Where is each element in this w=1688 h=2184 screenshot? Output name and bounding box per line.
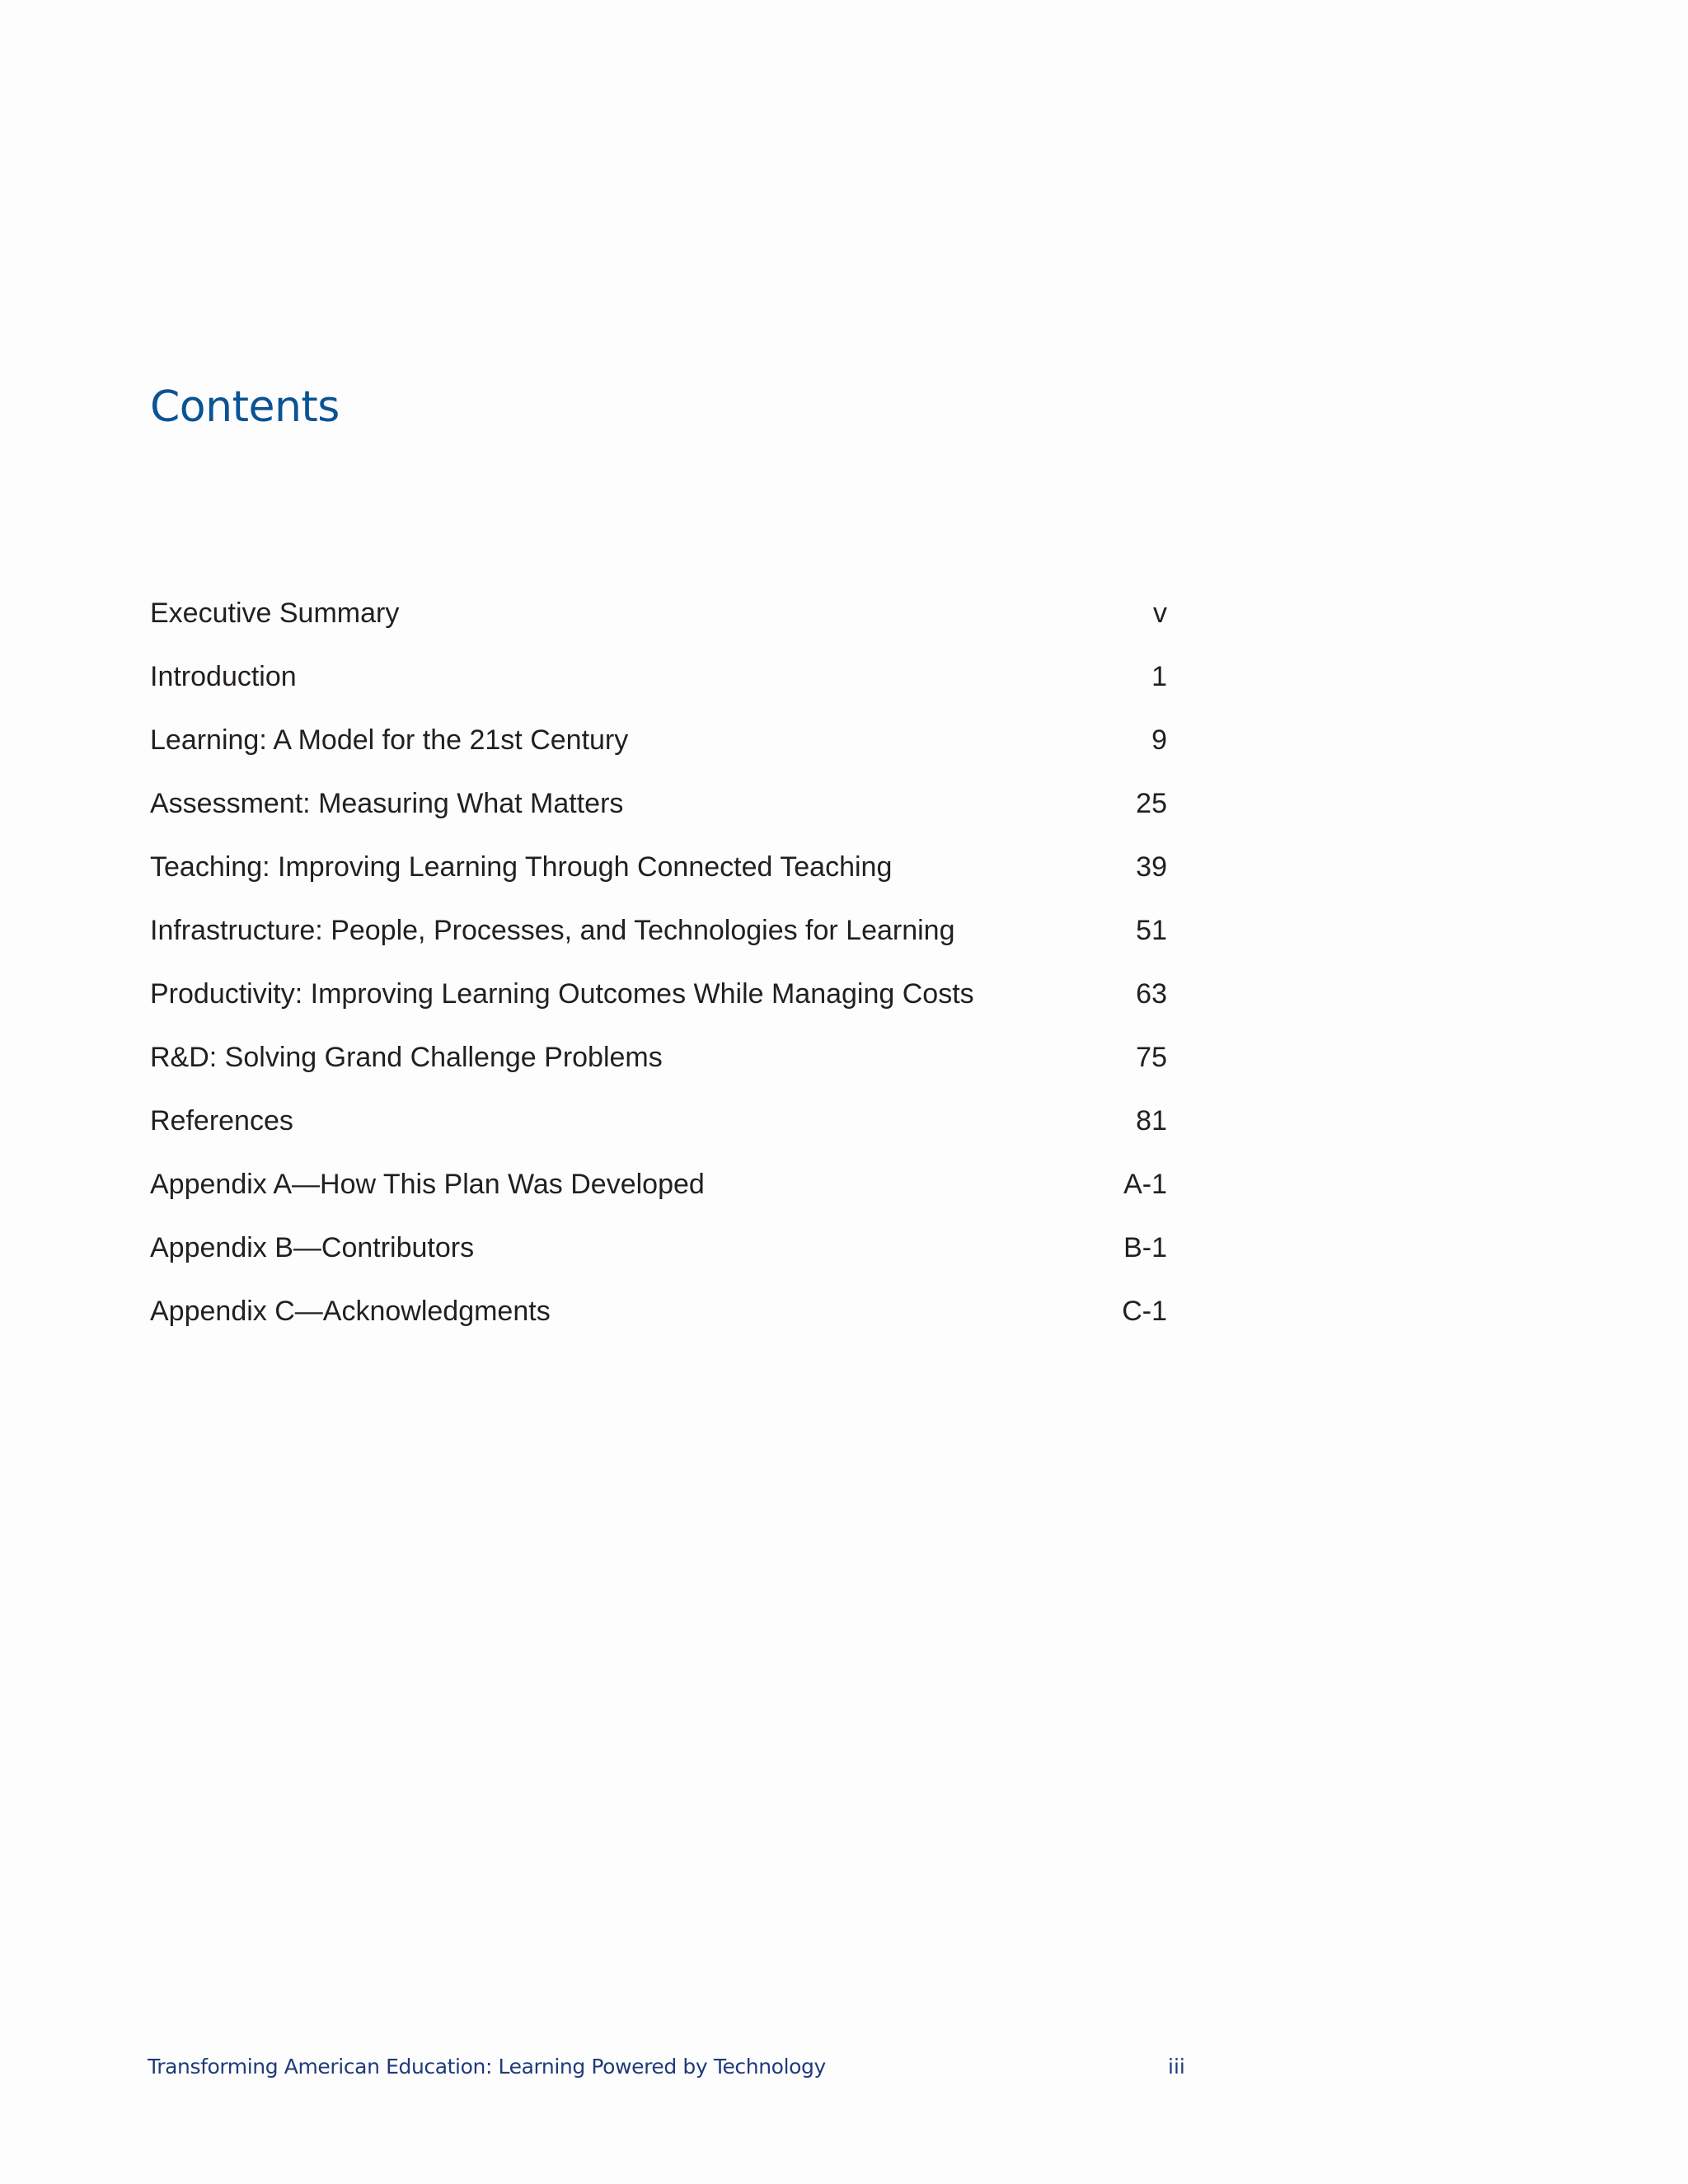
toc-entry-title: Appendix B—Contributors: [150, 1232, 475, 1263]
toc-entry-page: 81: [1136, 1105, 1167, 1137]
toc-entry-page: 9: [1151, 724, 1167, 756]
toc-entry-title: Productivity: Improving Learning Outcomes While Managing Costs: [150, 978, 974, 1010]
toc-entry-title: References: [150, 1105, 293, 1137]
toc-entry-title: Appendix A—How This Plan Was Developed: [150, 1169, 705, 1200]
toc-entry-title: Assessment: Measuring What Matters: [150, 788, 624, 819]
toc-entry-page: 1: [1151, 661, 1167, 692]
toc-entry-title: Teaching: Improving Learning Through Connected Teaching: [150, 851, 893, 883]
toc-entry[interactable]: [150, 1297, 1167, 1361]
toc-entry-page: v: [1153, 598, 1167, 629]
toc-entry-page: 39: [1136, 851, 1167, 883]
toc-entry[interactable]: [150, 1234, 1167, 1297]
table-of-contents: [150, 599, 1167, 1361]
toc-entry-title: Learning: A Model for the 21st Century: [150, 724, 629, 756]
toc-entry[interactable]: [150, 790, 1167, 853]
toc-entry-title: Infrastructure: People, Processes, and Technologies for Learning: [150, 915, 955, 946]
toc-entry[interactable]: [150, 1107, 1167, 1170]
toc-entry-page: 63: [1136, 978, 1167, 1010]
toc-entry[interactable]: [150, 726, 1167, 790]
toc-entry[interactable]: [150, 916, 1167, 980]
toc-entry-page: B-1: [1123, 1232, 1167, 1263]
toc-entry[interactable]: [150, 663, 1167, 726]
footer-page-number: iii: [1168, 2055, 1185, 2079]
toc-entry[interactable]: [150, 1043, 1167, 1107]
toc-entry-page: 75: [1136, 1042, 1167, 1073]
toc-entry-page: C-1: [1122, 1296, 1167, 1327]
toc-entry-title: Appendix C—Acknowledgments: [150, 1296, 551, 1327]
toc-entry-title: Executive Summary: [150, 598, 400, 629]
toc-entry-title: Introduction: [150, 661, 297, 692]
toc-entry[interactable]: [150, 980, 1167, 1043]
toc-entry-page: 51: [1136, 915, 1167, 946]
toc-entry[interactable]: [150, 1170, 1167, 1234]
toc-entry-page: 25: [1136, 788, 1167, 819]
toc-entry[interactable]: [150, 599, 1167, 663]
page-title: Contents: [150, 382, 340, 432]
toc-entry[interactable]: [150, 853, 1167, 916]
toc-entry-page: A-1: [1123, 1169, 1167, 1200]
footer-document-title: Transforming American Education: Learning Powered by Technology: [148, 2055, 826, 2079]
toc-entry-title: R&D: Solving Grand Challenge Problems: [150, 1042, 663, 1073]
